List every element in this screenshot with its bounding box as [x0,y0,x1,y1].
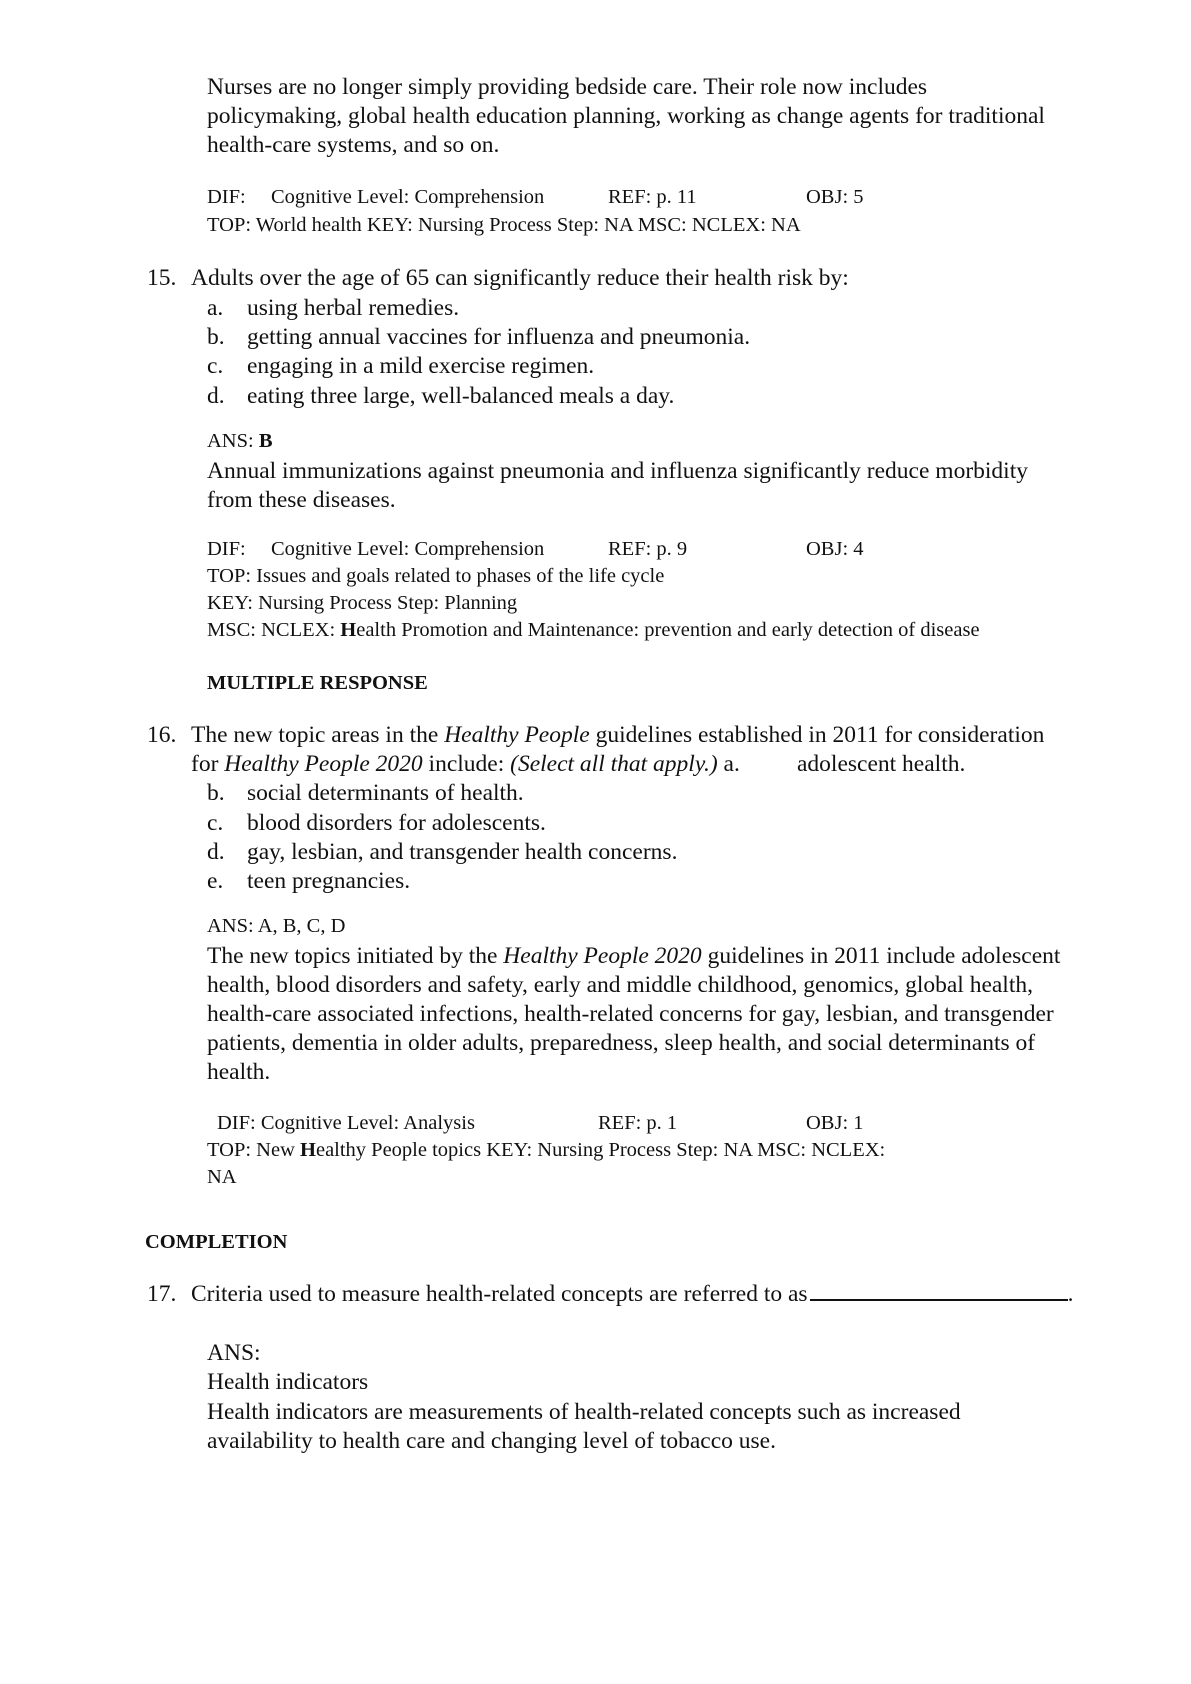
q16-stem2-part-a: for [191,751,225,777]
q16-rat1-part-b: guidelines in 2011 include adolescent [701,943,1061,969]
q15-option-a-text: using herbal remedies. [247,295,460,321]
q17-answer-blank [810,1298,1068,1301]
q15-msc-text: ealth Promotion and Maintenance: prevention and early detection of disease [356,619,980,641]
q16-ref: REF: p. 1 [598,1112,678,1134]
q16-option-b-letter: b. [207,780,225,806]
q16-option-a-text: adolescent health. [797,751,966,777]
q15-option-b-letter: b. [207,324,225,350]
q16-stem1-italic: Healthy People [444,722,590,748]
q15-dif-label: DIF: [207,538,246,560]
q15-number: 15. [147,265,177,291]
intro-dif-label: DIF: [207,186,246,208]
q15-obj: OBJ: 4 [806,538,864,560]
q15-msc [207,617,980,643]
q16-stem1-part-a: The new topic areas in the [191,722,445,748]
q15-top: TOP: Issues and goals related to phases of the life cycle [207,565,665,587]
intro-rationale-line-3: health-care systems, and so on. [207,132,500,158]
q15-stem: Adults over the age of 65 can significantly reduce their health risk by: [191,265,849,291]
q16-top-part-a: TOP: New [207,1139,301,1161]
q16-option-c-letter: c. [207,810,224,836]
q16-option-d-text: gay, lesbian, and transgender health concerns. [247,839,678,865]
q16-option-b-text: social determinants of health. [247,780,524,806]
q15-option-c-text: engaging in a mild exercise regimen. [247,353,595,379]
q16-rationale-line-1 [207,941,1060,971]
q15-option-d-text: eating three large, well-balanced meals a day. [247,383,675,409]
q16-rationale-line-5: health. [207,1059,271,1085]
q16-stem2-italic: Healthy People 2020 [224,751,423,777]
q15-key: KEY: Nursing Process Step: Planning [207,592,518,614]
q16-answer-label: ANS: [207,915,258,937]
q16-rationale-line-3: health-care associated infections, health-related concerns for gay, lesbian, and transgender [207,1001,1054,1027]
q16-top-bold-letter: H [300,1139,316,1161]
q16-option-e-letter: e. [207,868,224,894]
q17-answer-label: ANS: [207,1340,261,1366]
q15-msc-bold-letter: H [340,619,357,641]
section-heading-completion: COMPLETION [145,1231,288,1253]
q16-rat1-italic: Healthy People 2020 [503,943,702,969]
q16-stem2-part-b: include: [422,751,511,777]
q15-answer-value: B [258,430,273,452]
q16-option-a-letter: a. [717,751,740,777]
q15-ref: REF: p. 9 [608,538,688,560]
q16-answer [207,913,345,939]
q16-answer-value: A, B, C, D [257,915,346,937]
q17-number: 17. [147,1281,177,1307]
intro-ref: REF: p. 11 [608,186,697,208]
q16-stem2-select-all: (Select all that apply.) [510,751,718,777]
section-heading-multiple-response: MULTIPLE RESPONSE [207,672,428,694]
q15-msc-label: MSC: NCLEX: [207,619,336,641]
q16-top-key-msc-line-2: NA [207,1166,237,1188]
q15-answer [207,428,273,454]
q16-option-d-letter: d. [207,839,225,865]
q17-rationale-line-2: availability to health care and changing level of tobacco use. [207,1428,776,1454]
intro-top-key-msc: TOP: World health KEY: Nursing Process Step: NA MSC: NCLEX: NA [207,214,801,236]
q16-option-c-text: blood disorders for adolescents. [247,810,546,836]
q16-option-e-text: teen pregnancies. [247,868,411,894]
q17-stem [191,1279,1073,1309]
intro-obj: OBJ: 5 [806,186,864,208]
intro-rationale-line-2: policymaking, global health education planning, working as change agents for traditional [207,103,1045,129]
q16-top-key-msc [207,1137,885,1163]
q16-rationale-line-4: patients, dementia in older adults, preparedness, sleep health, and social determinants of [207,1030,1036,1056]
q15-rationale-line-2: from these diseases. [207,487,396,513]
q16-top-part-b: ealthy People topics KEY: Nursing Process Step: NA MSC: NCLEX: [315,1139,886,1161]
q15-option-a-letter: a. [207,295,224,321]
intro-cognitive-level: Cognitive Level: Comprehension [271,186,545,208]
q15-rationale-line-1: Annual immunizations against pneumonia and influenza significantly reduce morbidity [207,458,1028,484]
q15-cognitive-level: Cognitive Level: Comprehension [271,538,545,560]
q16-stem-line-2 [191,749,740,779]
q16-dif: DIF: Cognitive Level: Analysis [217,1112,475,1134]
q15-answer-label: ANS: [207,430,254,452]
q15-option-b-text: getting annual vaccines for influenza and pneumonia. [247,324,751,350]
q15-option-d-letter: d. [207,383,225,409]
q17-rationale-line-1: Health indicators are measurements of health-related concepts such as increased [207,1399,961,1425]
q17-end-punct: . [1067,1281,1074,1307]
q17-stem-text: Criteria used to measure health-related concepts are referred to as [191,1281,808,1307]
intro-rationale-line-1: Nurses are no longer simply providing bedside care. Their role now includes [207,74,928,100]
q16-rat1-part-a: The new topics initiated by the [207,943,504,969]
q16-rationale-line-2: health, blood disorders and safety, early and middle childhood, genomics, global health, [207,972,1033,998]
q16-stem-line-1 [191,720,1044,750]
q16-stem1-part-b: guidelines established in 2011 for consideration [589,722,1045,748]
q15-option-c-letter: c. [207,353,224,379]
q16-obj: OBJ: 1 [806,1112,864,1134]
q16-number: 16. [147,722,177,748]
q17-answer-text: Health indicators [207,1369,369,1395]
